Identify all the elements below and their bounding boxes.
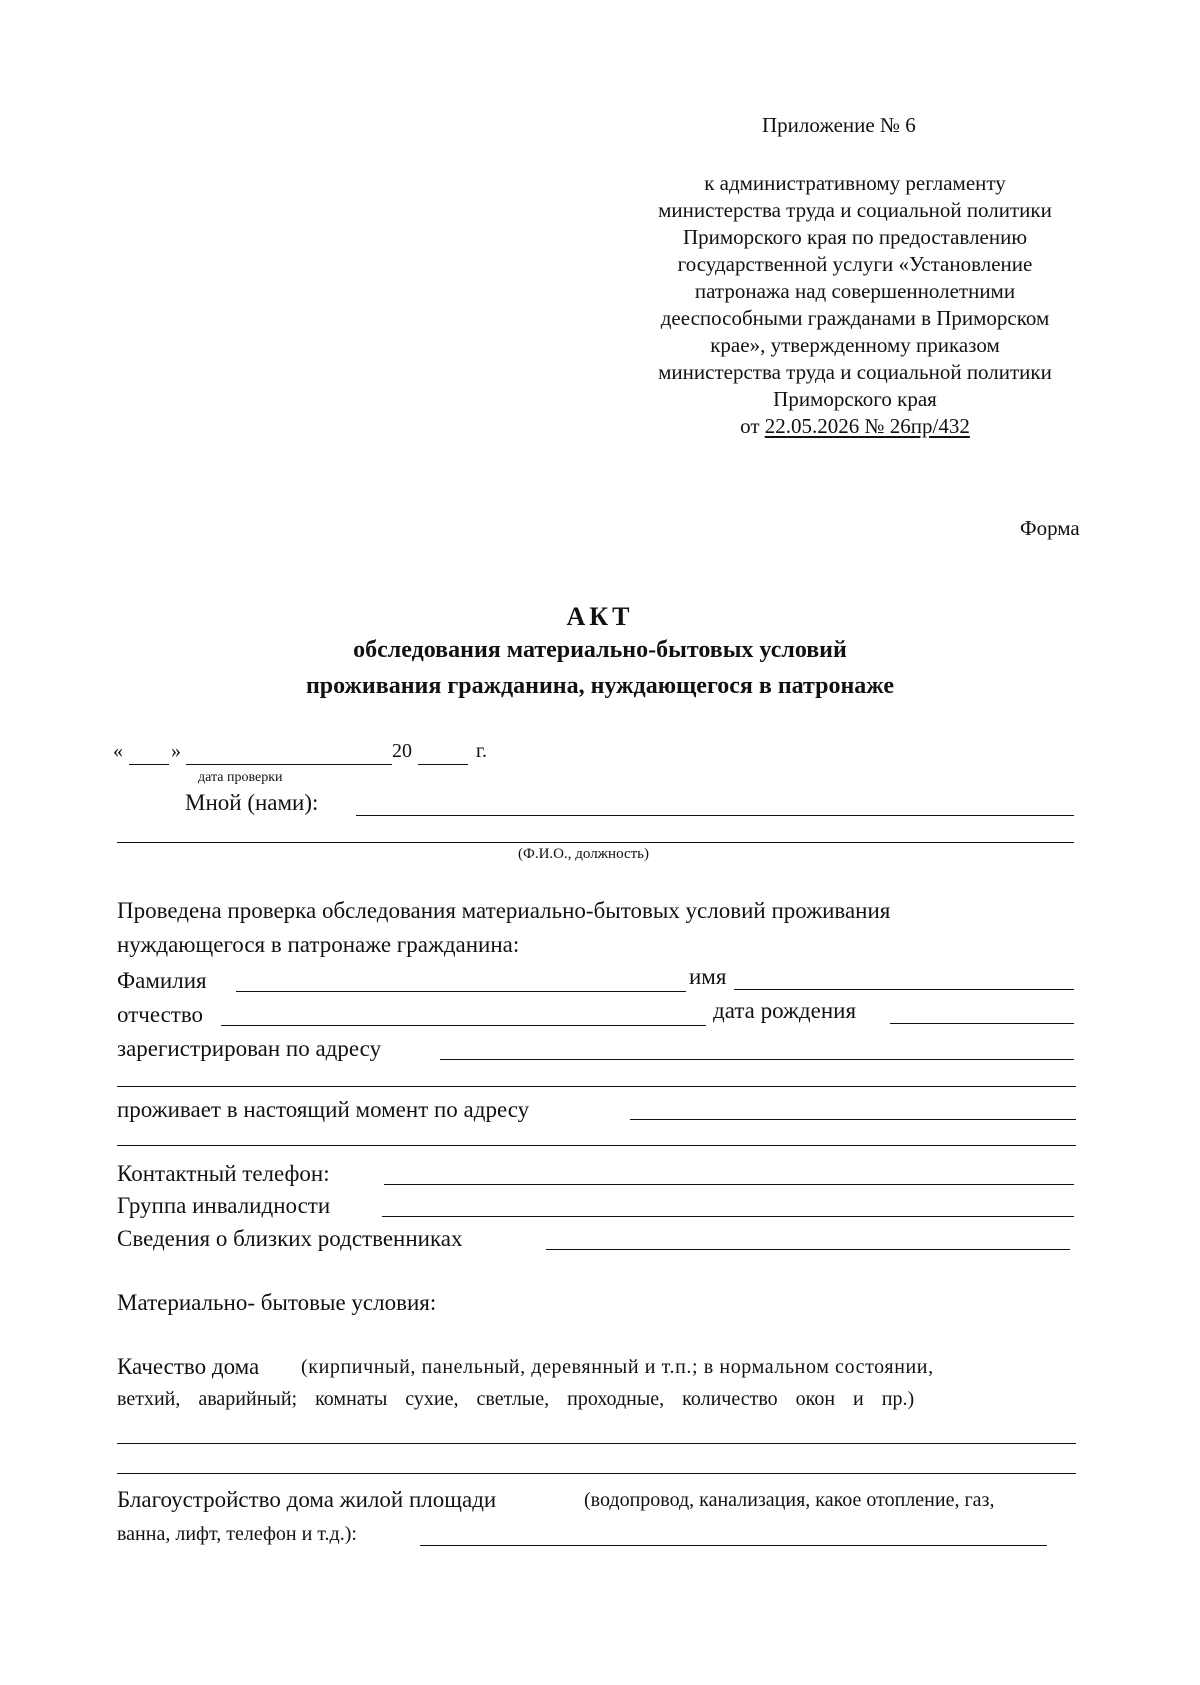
amenities-label: Благоустройство дома жилой площади (117, 1487, 497, 1512)
birth-date-label: дата рождения (713, 998, 857, 1023)
house-quality-blank-line[interactable] (117, 1443, 1076, 1444)
patronymic-blank-line[interactable] (221, 1025, 706, 1026)
appendix-text (615, 170, 1095, 440)
name-label: имя (689, 964, 727, 989)
date-close-quote: » (171, 740, 181, 762)
phone-label: Контактный телефон: (117, 1161, 330, 1186)
house-quality-hint-1: (кирпичный, панельный, деревянный и т.п.; в нормальном состоянии, (301, 1356, 934, 1378)
current-address-blank-line-2[interactable] (117, 1145, 1076, 1146)
document-subtitle-line-2: проживания гражданина, нуждающегося в патронаже (305, 673, 895, 699)
disability-label: Группа инвалидности (117, 1193, 331, 1218)
order-date-line (615, 413, 1095, 440)
patronymic-label: отчество (117, 1002, 204, 1027)
relatives-blank-line[interactable] (546, 1249, 1070, 1250)
appendix-line: к административному регламенту (704, 171, 1006, 195)
registered-address-blank-line-2[interactable] (117, 1086, 1076, 1087)
order-date-value: 22.05.2026 № 26пр/432 (764, 414, 970, 438)
document-subtitle-line-1: обследования материально-бытовых условий (353, 637, 847, 663)
birth-date-blank-line[interactable] (890, 1023, 1074, 1024)
appendix-line: патронажа над совершеннолетними (694, 279, 1016, 303)
inspector-label: Мной (нами): (185, 790, 319, 815)
house-quality-label: Качество дома (117, 1354, 260, 1379)
amenities-hint-2: ванна, лифт, телефон и т.д.): (117, 1523, 357, 1545)
phone-blank-line[interactable] (384, 1184, 1074, 1185)
check-statement-line-2: нуждающегося в патронаже гражданина: (117, 932, 520, 957)
form-label: Форма (1020, 516, 1080, 540)
appendix-line: дееспособными гражданами в Приморском (660, 306, 1050, 330)
disability-blank-line[interactable] (382, 1216, 1074, 1217)
document-title: АКТ (566, 602, 634, 631)
registered-address-label: зарегистрирован по адресу (117, 1036, 382, 1061)
registered-address-blank-line[interactable] (440, 1059, 1074, 1060)
inspector-caption: (Ф.И.О., должность) (518, 846, 649, 862)
year-prefix: 20 (392, 740, 412, 762)
appendix-line: государственной услуги «Установление (677, 252, 1033, 276)
date-open-quote: « (113, 740, 123, 762)
house-quality-blank-line-2[interactable] (117, 1473, 1076, 1474)
check-statement-line-1: Проведена проверка обследования материально-бытовых условий проживания (117, 898, 891, 923)
appendix-line: Приморского края по предоставлению (682, 225, 1028, 249)
month-blank-line[interactable] (186, 764, 392, 765)
inspector-blank-line-2[interactable] (117, 842, 1074, 843)
appendix-title: Приложение № 6 (762, 113, 916, 137)
year-blank-line[interactable] (418, 764, 468, 765)
current-address-label: проживает в настоящий момент по адресу (117, 1097, 530, 1122)
appendix-line: министерства труда и социальной политики (658, 198, 1052, 222)
order-date-prefix: от (740, 414, 765, 438)
name-blank-line[interactable] (734, 989, 1074, 990)
date-caption: дата проверки (198, 770, 283, 785)
relatives-label: Сведения о близких родственниках (117, 1226, 463, 1251)
conditions-heading: Материально- бытовые условия: (117, 1290, 437, 1315)
house-quality-hint-2: ветхий, аварийный; комнаты сухие, светлые, проходные, количество окон и пр.) (117, 1388, 915, 1410)
surname-label: Фамилия (117, 968, 207, 993)
year-suffix: г. (476, 740, 487, 762)
amenities-blank-line[interactable] (420, 1545, 1047, 1546)
current-address-blank-line[interactable] (630, 1119, 1076, 1120)
appendix-line: министерства труда и социальной политики (658, 360, 1052, 384)
surname-blank-line[interactable] (236, 991, 686, 992)
appendix-line: крае», утвержденному приказом (710, 333, 1000, 357)
day-blank-line[interactable] (129, 764, 169, 765)
inspector-blank-line[interactable] (356, 815, 1074, 816)
appendix-line: Приморского края (773, 387, 937, 411)
amenities-hint-1: (водопровод, канализация, какое отопление, газ, (584, 1489, 995, 1511)
